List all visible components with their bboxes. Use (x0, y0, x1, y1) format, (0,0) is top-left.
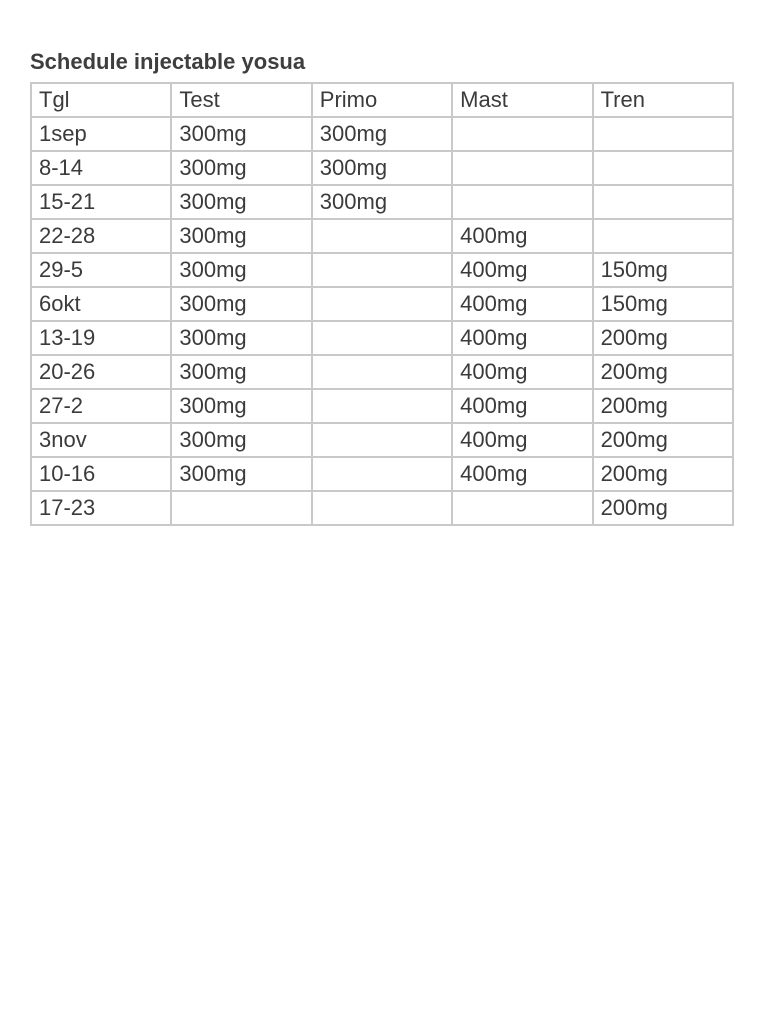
table-cell-mast (452, 185, 592, 219)
table-cell-test: 300mg (171, 389, 311, 423)
table-cell-test: 300mg (171, 287, 311, 321)
table-cell-tren: 150mg (593, 253, 733, 287)
table-cell-test: 300mg (171, 151, 311, 185)
table-cell-test: 300mg (171, 253, 311, 287)
table-cell-primo (312, 491, 452, 525)
table-cell-primo: 300mg (312, 151, 452, 185)
table-cell-tgl: 27-2 (31, 389, 171, 423)
table-cell-primo (312, 355, 452, 389)
table-row (31, 389, 733, 423)
header-cell-tgl: Tgl (31, 83, 171, 117)
header-cell-tren: Tren (593, 83, 733, 117)
table-cell-test (171, 491, 311, 525)
table-cell-mast: 400mg (452, 389, 592, 423)
table-row (31, 117, 733, 151)
header-cell-primo: Primo (312, 83, 452, 117)
table-cell-tren: 200mg (593, 491, 733, 525)
table-cell-primo (312, 423, 452, 457)
table-cell-tren: 200mg (593, 457, 733, 491)
table-cell-mast: 400mg (452, 423, 592, 457)
table-cell-tgl: 15-21 (31, 185, 171, 219)
table-cell-mast (452, 491, 592, 525)
table-cell-tren (593, 219, 733, 253)
table-cell-primo (312, 457, 452, 491)
table-cell-test: 300mg (171, 457, 311, 491)
table-cell-mast: 400mg (452, 287, 592, 321)
table-row (31, 491, 733, 525)
table-cell-mast: 400mg (452, 355, 592, 389)
table-cell-primo (312, 253, 452, 287)
table-cell-mast: 400mg (452, 253, 592, 287)
table-cell-tgl: 22-28 (31, 219, 171, 253)
table-cell-mast (452, 151, 592, 185)
table-row (31, 287, 733, 321)
table-cell-test: 300mg (171, 117, 311, 151)
header-cell-mast: Mast (452, 83, 592, 117)
table-row (31, 457, 733, 491)
table-cell-tren: 200mg (593, 389, 733, 423)
table-row (31, 151, 733, 185)
table-cell-primo: 300mg (312, 117, 452, 151)
table-cell-tren (593, 151, 733, 185)
table-cell-primo (312, 321, 452, 355)
table-cell-test: 300mg (171, 423, 311, 457)
table-cell-mast (452, 117, 592, 151)
table-cell-mast: 400mg (452, 219, 592, 253)
table-row (31, 253, 733, 287)
table-body (31, 83, 733, 525)
table-cell-test: 300mg (171, 219, 311, 253)
table-cell-tren: 200mg (593, 355, 733, 389)
table-row (31, 185, 733, 219)
table-cell-tren (593, 117, 733, 151)
table-cell-primo (312, 389, 452, 423)
table-cell-tgl: 8-14 (31, 151, 171, 185)
table-header-row (31, 83, 733, 117)
table-cell-tgl: 20-26 (31, 355, 171, 389)
table-cell-tgl: 17-23 (31, 491, 171, 525)
table-cell-primo (312, 287, 452, 321)
table-cell-test: 300mg (171, 185, 311, 219)
table-cell-tren: 200mg (593, 423, 733, 457)
table-cell-tgl: 1sep (31, 117, 171, 151)
table-cell-test: 300mg (171, 321, 311, 355)
table-cell-test: 300mg (171, 355, 311, 389)
table-cell-primo (312, 219, 452, 253)
table-cell-tren (593, 185, 733, 219)
table-cell-tgl: 29-5 (31, 253, 171, 287)
table-cell-tgl: 3nov (31, 423, 171, 457)
page-title: Schedule injectable yosua (30, 49, 306, 74)
table-row (31, 219, 733, 253)
table-row (31, 423, 733, 457)
table-row (31, 321, 733, 355)
table-cell-mast: 400mg (452, 457, 592, 491)
table-cell-tren: 150mg (593, 287, 733, 321)
table-cell-primo: 300mg (312, 185, 452, 219)
table-cell-tgl: 13-19 (31, 321, 171, 355)
table-cell-tren: 200mg (593, 321, 733, 355)
table-cell-tgl: 10-16 (31, 457, 171, 491)
table-cell-mast: 400mg (452, 321, 592, 355)
table-row (31, 355, 733, 389)
header-cell-test: Test (171, 83, 311, 117)
table-cell-tgl: 6okt (31, 287, 171, 321)
schedule-table (30, 82, 734, 526)
